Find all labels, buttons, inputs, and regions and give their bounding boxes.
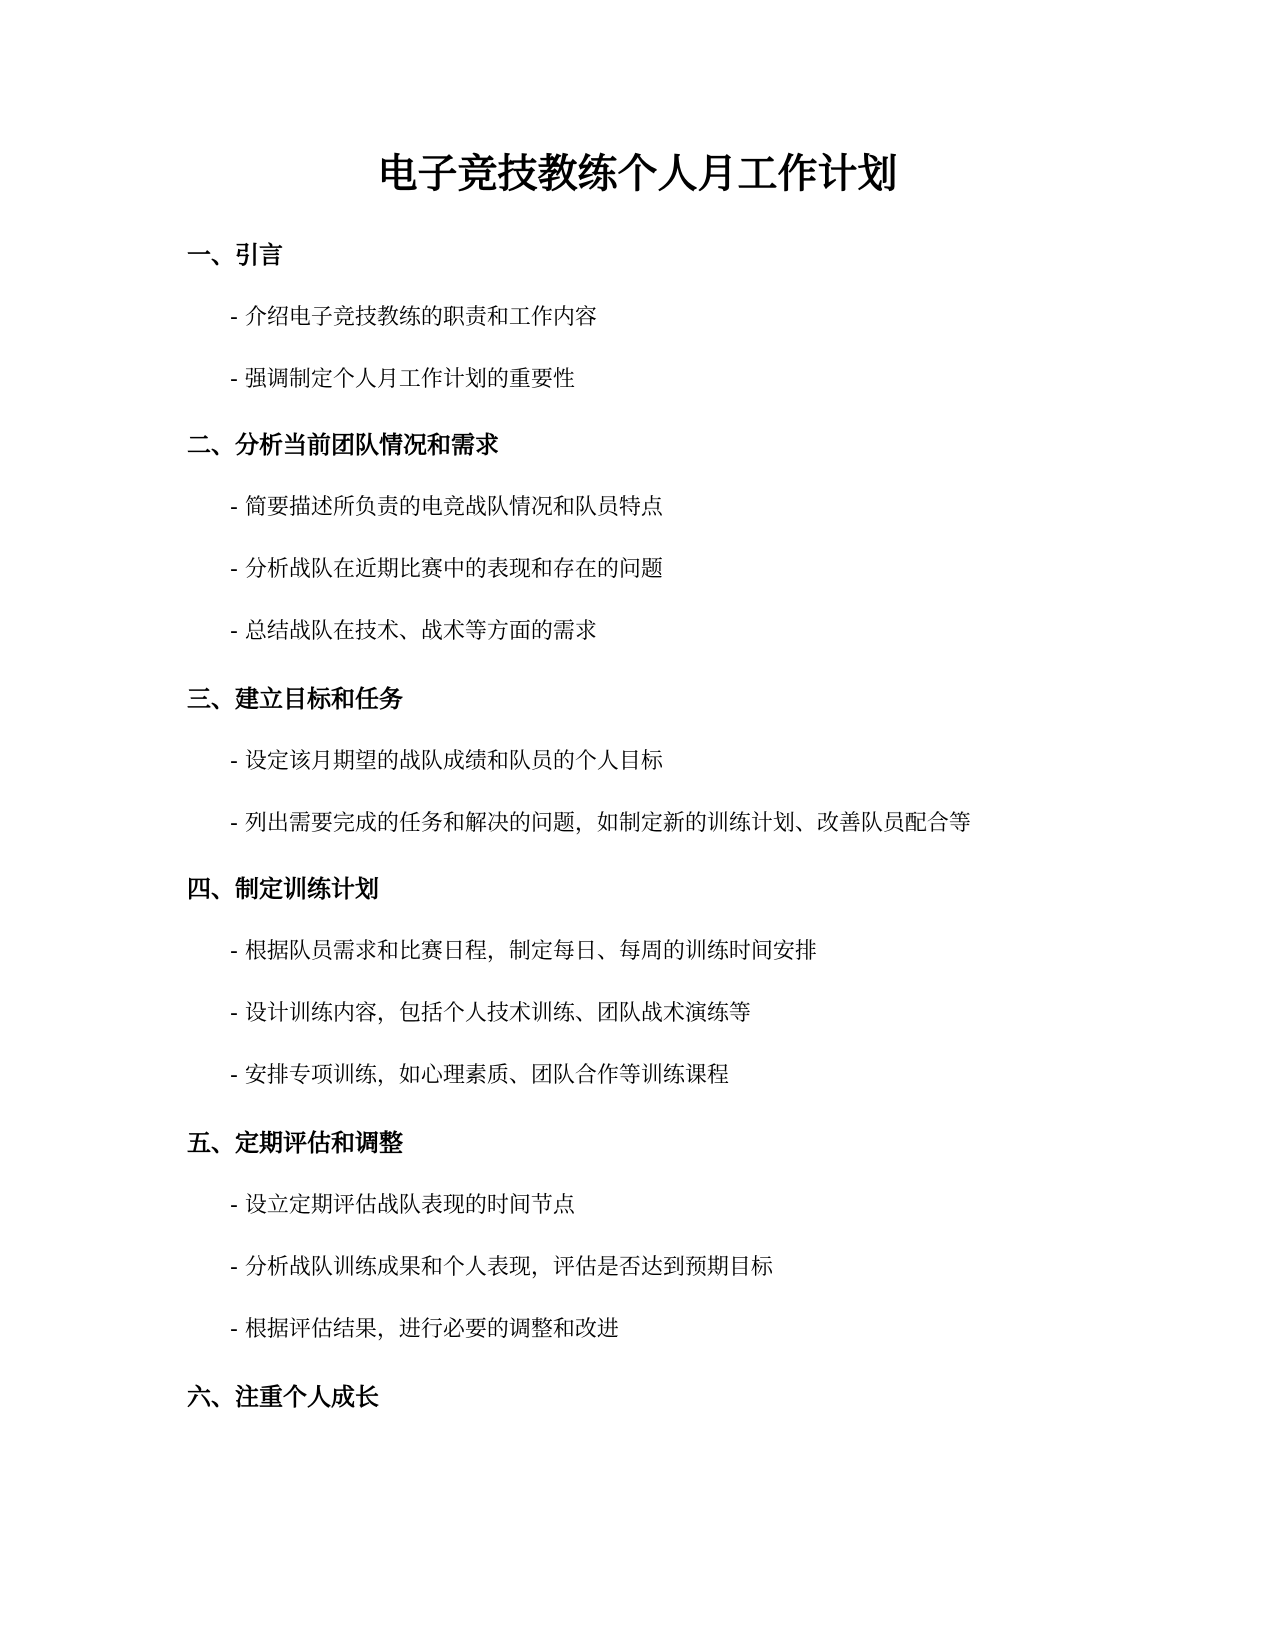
bullet-item: - 根据队员需求和比赛日程，制定每日、每周的训练时间安排 bbox=[230, 939, 817, 964]
bullet-item: - 介绍电子竞技教练的职责和工作内容 bbox=[230, 305, 597, 330]
bullet-item: - 分析战队训练成果和个人表现，评估是否达到预期目标 bbox=[230, 1255, 773, 1280]
section-heading: 二、分析当前团队情况和需求 bbox=[187, 431, 499, 459]
section-evaluation bbox=[187, 1126, 1187, 1346]
section-training-plan bbox=[187, 872, 1187, 1092]
bullet-item: - 根据评估结果，进行必要的调整和改进 bbox=[230, 1317, 619, 1342]
document-title: 电子竞技教练个人月工作计划 bbox=[377, 151, 898, 197]
section-heading: 一、引言 bbox=[187, 241, 283, 269]
section-heading: 六、注重个人成长 bbox=[187, 1383, 379, 1411]
bullet-item: - 设立定期评估战队表现的时间节点 bbox=[230, 1193, 575, 1218]
section-goals-tasks bbox=[187, 682, 1187, 840]
bullet-item: - 列出需要完成的任务和解决的问题，如制定新的训练计划、改善队员配合等 bbox=[230, 811, 971, 836]
bullet-item: - 总结战队在技术、战术等方面的需求 bbox=[230, 619, 597, 644]
bullet-item: - 分析战队在近期比赛中的表现和存在的问题 bbox=[230, 557, 663, 582]
section-heading: 四、制定训练计划 bbox=[187, 875, 379, 903]
bullet-item: - 设定该月期望的战队成绩和队员的个人目标 bbox=[230, 749, 663, 774]
bullet-item: - 设计训练内容，包括个人技术训练、团队战术演练等 bbox=[230, 1001, 751, 1026]
section-heading: 三、建立目标和任务 bbox=[187, 685, 403, 713]
bullet-item: - 简要描述所负责的电竞战队情况和队员特点 bbox=[230, 495, 663, 520]
bullet-item: - 强调制定个人月工作计划的重要性 bbox=[230, 367, 575, 392]
section-heading: 五、定期评估和调整 bbox=[187, 1129, 403, 1157]
section-introduction bbox=[187, 238, 1187, 396]
bullet-item: - 安排专项训练，如心理素质、团队合作等训练课程 bbox=[230, 1063, 729, 1088]
section-team-analysis bbox=[187, 428, 1187, 648]
section-personal-growth bbox=[187, 1380, 1187, 1414]
